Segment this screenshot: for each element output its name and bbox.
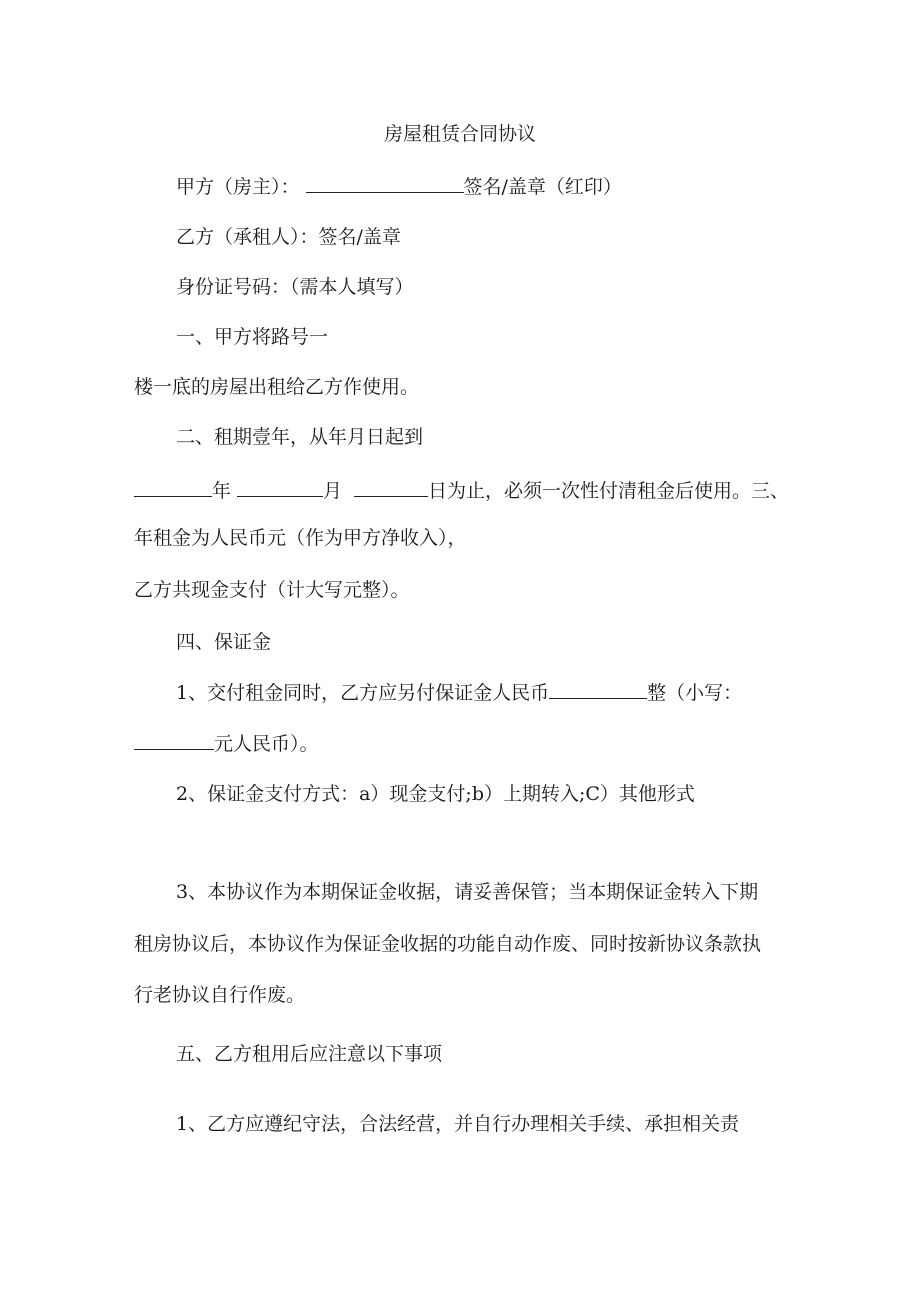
clause1-line1: 一、甲方将路号一 <box>176 326 329 348</box>
party-a-sign: 签名/盖章（红印） <box>463 176 622 198</box>
clause2-tail: 日为止，必须一次性付清租金后使用。三、 <box>428 480 790 502</box>
clause3-line1: 年租金为人民币元（作为甲方净收入）， <box>134 527 467 549</box>
clause4-3-line2: 租房协议后，本协议作为保证金收据的功能自动作废、同时按新协议条款执 <box>134 933 762 955</box>
clause4-1-text: 1、交付租金同时，乙方应另付保证金人民币 <box>176 682 550 704</box>
clause2-line1: 二、租期壹年，从年月日起到 <box>176 426 424 448</box>
clause4-1-line1 <box>176 680 742 706</box>
clause2-year: 年 <box>212 480 232 502</box>
clause3-line2: 乙方共现金支付（计大写元整）。 <box>134 579 410 601</box>
clause5-heading: 五、乙方租用后应注意以下事项 <box>176 1043 443 1065</box>
clause2-line2 <box>134 478 789 504</box>
id-number-line: 身份证号码：（需本人填写） <box>176 276 414 298</box>
clause2-month: 月 <box>323 480 343 502</box>
party-a-blank[interactable] <box>306 174 464 193</box>
clause4-3-line1: 3、本协议作为本期保证金收据，请妥善保管；当本期保证金转入下期 <box>176 881 759 903</box>
clause5-1: 1、乙方应遵纪守法，合法经营，并自行办理相关手续、承担相关责 <box>176 1113 740 1135</box>
clause4-2: 2、保证金支付方式：a）现金支付;b）上期转入;C）其他形式 <box>176 783 695 805</box>
clause4-3-line3: 行老协议自行作废。 <box>134 984 306 1006</box>
party-b-line: 乙方（承租人）：签名/盖章 <box>176 226 401 248</box>
party-a-line <box>176 174 622 200</box>
document-title: 房屋租赁合同协议 <box>383 123 536 145</box>
month-blank[interactable] <box>237 478 323 497</box>
year-blank[interactable] <box>134 478 212 497</box>
clause4-1-line2 <box>134 731 319 757</box>
deposit-blank[interactable] <box>549 680 647 699</box>
clause4-1-text-c: 元人民币）。 <box>214 733 319 755</box>
party-a-label: 甲方（房主）： <box>176 176 300 198</box>
clause4-heading: 四、保证金 <box>176 631 272 653</box>
day-blank[interactable] <box>354 478 428 497</box>
clause1-line2: 楼一底的房屋出租给乙方作使用。 <box>134 376 420 398</box>
clause4-1-text-b: 整（小写： <box>647 682 743 704</box>
deposit-small-blank[interactable] <box>134 731 214 750</box>
